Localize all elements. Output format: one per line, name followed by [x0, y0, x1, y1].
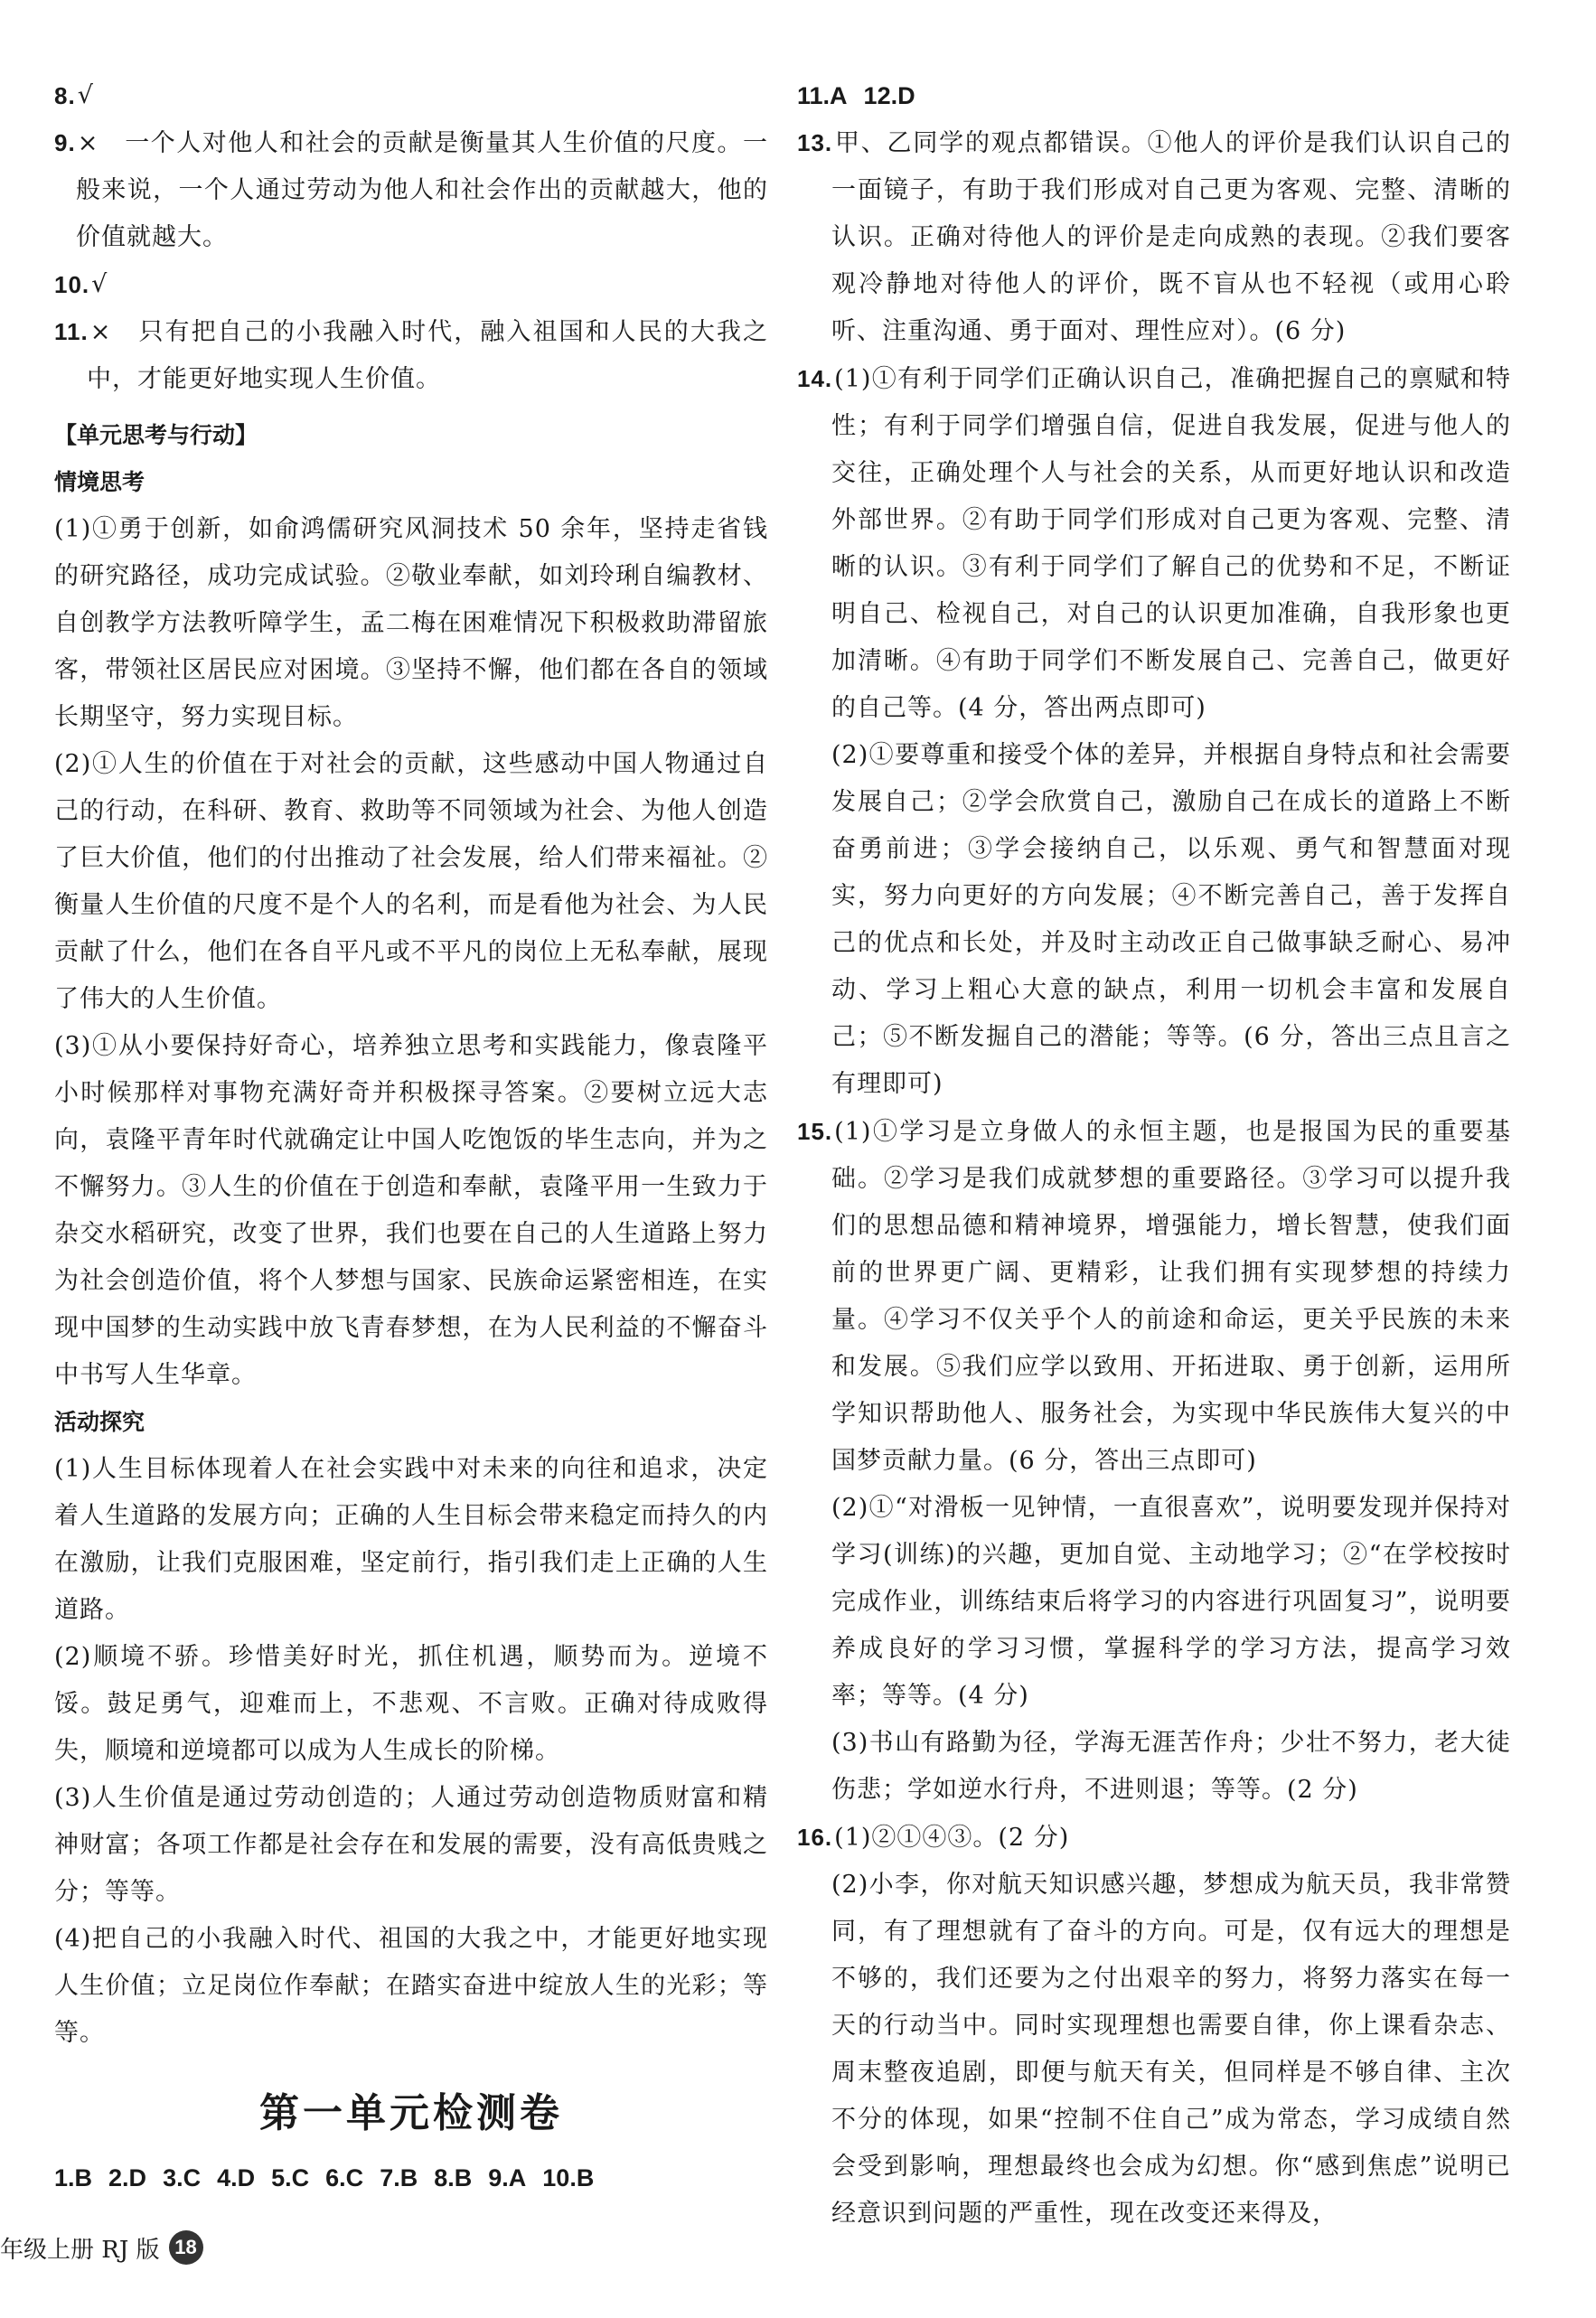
situation-answer-2: (2)①人生的价值在于对社会的贡献，这些感动中国人物通过自己的行动，在科研、教育、救助等不同领域为社会、为他人创造了巨大价值，他们的付出推动了社会发展，给人们带来福祉。②衡量人生价值的尺度不是个人的名利，而是看他为社会、为人民贡献了什么，他们在各自平凡或不平凡的岗位上无私奉献，展现了伟大的人生价值。 [54, 750, 768, 1013]
subheading-situation: 情境思考 [54, 470, 146, 495]
choice-answers-row-right [797, 72, 1511, 119]
answer-16-part-1: 16.(1)②①④③。(2 分) [797, 1824, 1070, 1852]
page-footer [0, 2230, 203, 2265]
situation-answer-3: (3)①从小要保持好奇心，培养独立思考和实践能力，像袁隆平小时候那样对事物充满好奇并积极探寻答案。②要树立远大志向，袁隆平青年时代就确定让中国人吃饱饭的毕生志向，并为之不懈努力。③人生的价值在于创造和奉献，袁隆平用一生致力于杂交水稻研究，改变了世界，我们也要在自己的人生道路上努力为社会创造价值，将个人梦想与国家、民族命运紧密相连，在实现中国梦的生动实践中放飞青春梦想，在为人民利益的不懈奋斗中书写人生华章。 [54, 1032, 768, 1389]
activity-answer-1: (1)人生目标体现着人在社会实践中对未来的向往和追求，决定着人生道路的发展方向；正确的人生目标会带来稳定而持久的内在激励，让我们克服困难，坚定前行，指引我们走上正确的人生道路。 [54, 1455, 768, 1624]
choice-answer: 2.D [108, 2164, 147, 2191]
choice-answer: 5.C [271, 2164, 310, 2191]
answer-15-part-1: 15.(1)①学习是立身做人的永恒主题，也是报国为民的重要基础。②学习是我们成就梦想的重要路径。③学习可以提升我们的思想品德和精神境界，增强能力，增长智慧，使我们面前的世界更广阔、更精彩，让我们拥有实现梦想的持续力量。④学习不仅关乎个人的前途和命运，更关乎民族的未来和发展。⑤我们应学以致用、开拓进取、勇于创新，运用所学知识帮助他人、服务社会，为实现中华民族伟大复兴的中国梦贡献力量。(6 分，答出三点即可) [797, 1118, 1511, 1475]
choice-answer: 3.C [163, 2164, 202, 2191]
unit-test-title: 第一单元检测卷 [259, 2090, 563, 2136]
answer-13: 13.甲、乙同学的观点都错误。①他人的评价是我们认识自己的一面镜子，有助于我们形成对自己更为客观、完整、清晰的认识。正确对待他人的评价是走向成熟的表现。②我们要客观冷静地对待他人的评价，既不盲从也不轻视（或用心聆听、注重沟通、勇于面对、理性应对）。(6 分) [797, 129, 1511, 345]
choice-answer: 9.A [488, 2164, 527, 2191]
answer-14-part-2: (2)①要尊重和接受个体的差异，并根据自身特点和社会需要发展自己；②学会欣赏自己，激励自己在成长的道路上不断奋勇前进；③学会接纳自己，以乐观、勇气和智慧面对现实，努力向更好的方向发展；④不断完善自己，善于发挥自己的优点和长处，并及时主动改正自己做事缺乏耐心、易冲动、学习上粗心大意的缺点，利用一切机会丰富和发展自己；⑤不断发掘自己的潜能；等等。(6 分，答出三点且言之有理即可) [831, 741, 1511, 1098]
answer-14-part-1: 14.(1)①有利于同学们正确认识自己，准确把握自己的禀赋和特性；有利于同学们增强自信，促进自我发展，促进与他人的交往，正确处理个人与社会的关系，从而更好地认识和改造外部世界。②有助于同学们形成对自己更为客观、完整、清晰的认识。③有利于同学们了解自己的优势和不足，不断证明自己、检视自己，对自己的认识更加准确，自我形象也更加清晰。④有助于同学们不断发展自己、完善自己，做更好的自己等。(4 分，答出两点即可) [797, 365, 1511, 722]
answer-11: 11.× 只有把自己的小我融入时代，融入祖国和人民的大我之中，才能更好地实现人生价值。 [54, 318, 768, 393]
choice-answer: 8.B [434, 2164, 473, 2191]
choice-answer: 12.D [863, 82, 915, 109]
answer-15-part-3: (3)书山有路勤为径，学海无涯苦作舟；少壮不努力，老大徒伤悲；学如逆水行舟，不进则退；等等。(2 分) [831, 1729, 1511, 1804]
edition-label: RJ 版 [101, 2236, 160, 2264]
right-column [797, 72, 1511, 2238]
choice-answer: 10.B [542, 2164, 595, 2191]
activity-answer-2: (2)顺境不骄。珍惜美好时光，抓住机遇，顺势而为。逆境不馁。鼓足勇气，迎难而上，不悲观、不言败。正确对待成败得失，顺境和逆境都可以成为人生成长的阶梯。 [54, 1643, 768, 1765]
answer-8: 8. √ [54, 81, 94, 109]
answer-16-part-2: (2)小李，你对航天知识感兴趣，梦想成为航天员，我非常赞同，有了理想就有了奋斗的方向。可是，仅有远大的理想是不够的，我们还要为之付出艰辛的努力，将努力落实在每一天的行动当中。同时实现理想也需要自律，你上课看杂志、周末整夜追剧，即便与航天有关，但同样是不够自律、主次不分的体现，如果“控制不住自己”成为常态，学习成绩自然会受到影响，理想最终也会成为幻想。你“感到焦虑”说明已经意识到问题的严重性，现在改变还来得及， [831, 1871, 1511, 2228]
choice-answer: 7.B [380, 2164, 418, 2191]
grade-label: 年级上册 [0, 2236, 95, 2264]
page-number: 18 [169, 2230, 203, 2265]
situation-answer-1: (1)①勇于创新，如俞鸿儒研究风洞技术 50 余年，坚持走省钱的研究路径，成功完成试验。②敬业奉献，如刘玲琍自编教材、自创教学方法教听障学生，孟二梅在困难情况下积极救助滞留旅客，带领社区居民应对困境。③坚持不懈，他们都在各自的领域长期坚守，努力实现目标。 [54, 515, 768, 731]
choice-answer: 11.A [797, 82, 848, 109]
choice-answer: 4.D [217, 2164, 256, 2191]
choice-answer: 1.B [54, 2164, 93, 2191]
answer-9: 9.× 一个人对他人和社会的贡献是衡量其人生价值的尺度。一般来说，一个人通过劳动为他人和社会作出的贡献越大，他的价值就越大。 [54, 129, 768, 251]
left-column [54, 72, 768, 2201]
choice-answer: 6.C [325, 2164, 364, 2191]
activity-answer-4: (4)把自己的小我融入时代、祖国的大我之中，才能更好地实现人生价值；立足岗位作奉献；在踏实奋进中绽放人生的光彩；等等。 [54, 1925, 768, 2047]
answer-10: 10. √ [54, 270, 108, 298]
choice-answers-row [54, 2154, 768, 2201]
section-heading: 【单元思考与行动】 [54, 423, 258, 448]
answer-15-part-2: (2)①“对滑板一见钟情，一直很喜欢”，说明要发现并保持对学习(训练)的兴趣，更加自觉、主动地学习；②“在学校按时完成作业，训练结束后将学习的内容进行巩固复习”，说明要养成良好的学习习惯，掌握科学的学习方法，提高学习效率；等等。(4 分) [831, 1494, 1511, 1710]
activity-answer-3: (3)人生价值是通过劳动创造的；人通过劳动创造物质财富和精神财富；各项工作都是社会存在和发展的需要，没有高低贵贱之分；等等。 [54, 1784, 768, 1906]
subheading-activity: 活动探究 [54, 1410, 146, 1435]
